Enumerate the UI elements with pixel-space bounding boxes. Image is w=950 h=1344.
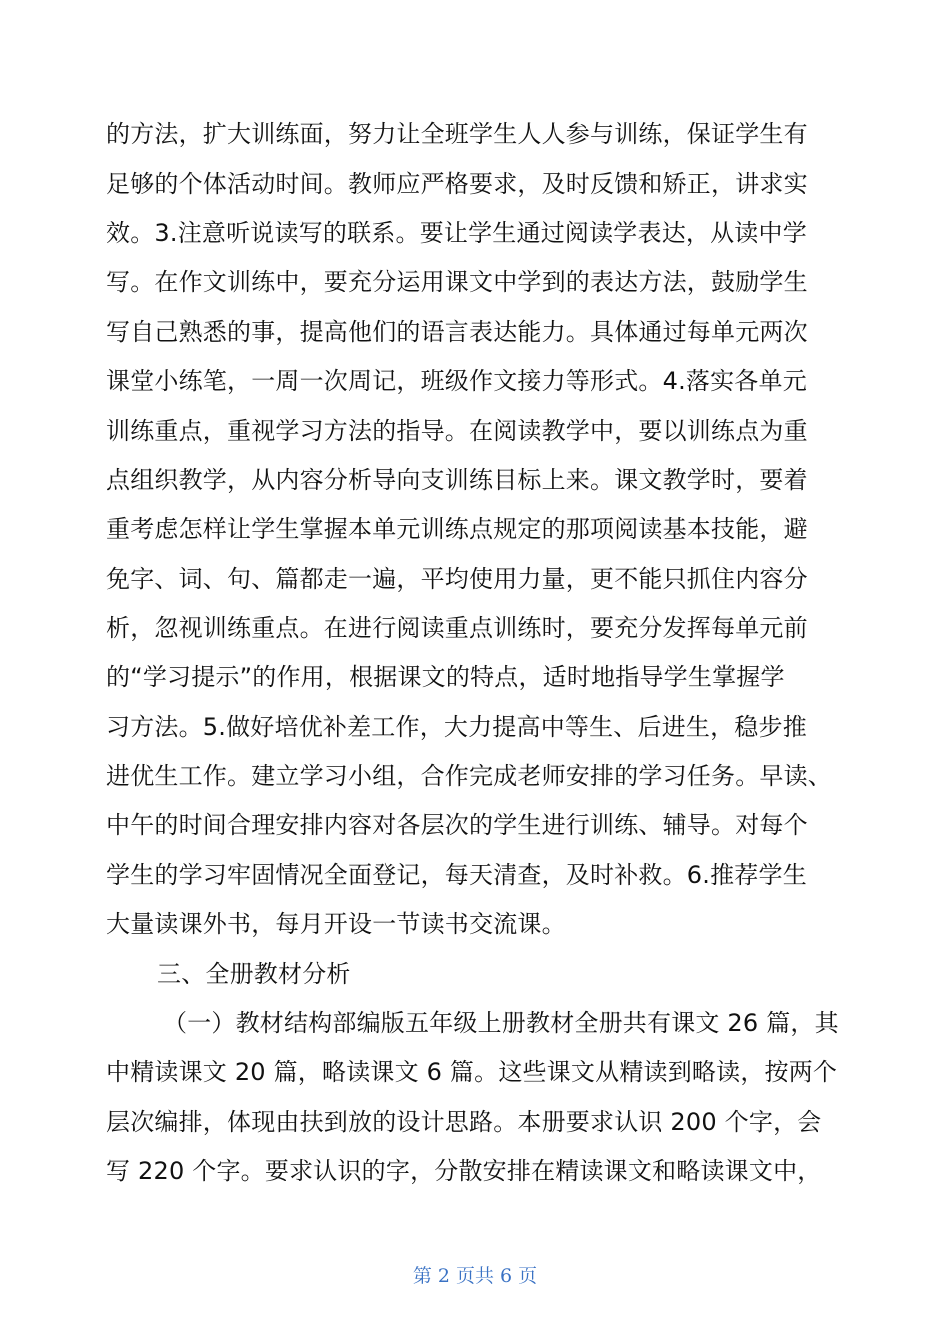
body-line: 足够的个体活动时间。教师应严格要求，及时反馈和矫正，讲求实: [106, 170, 808, 198]
section-line: （一）教材结构部编版五年级上册教材全册共有课文 26 篇，其: [163, 1009, 839, 1037]
page-number: 第 2 页共 6 页: [412, 1265, 538, 1287]
body-line: 训练重点，重视学习方法的指导。在阅读教学中，要以训练点为重: [106, 417, 808, 445]
body-line: 免字、词、句、篇都走一遍，平均使用力量，更不能只抓住内容分: [106, 565, 808, 593]
body-line: 重考虑怎样让学生掌握本单元训练点规定的那项阅读基本技能，避: [106, 515, 808, 543]
body-line: 点组织教学，从内容分析导向支训练目标上来。课文教学时，要着: [106, 466, 808, 494]
section-line: 中精读课文 20 篇，略读课文 6 篇。这些课文从精读到略读，按两个: [106, 1058, 838, 1086]
body-line: 写。在作文训练中，要充分运用课文中学到的表达方法，鼓励学生: [106, 268, 808, 296]
body-line: 学生的学习牢固情况全面登记，每天清查，及时补救。6.推荐学生: [106, 861, 807, 889]
body-line: 大量读课外书，每月开设一节读书交流课。: [106, 910, 566, 938]
body-line: 的“学习提示”的作用，根据课文的特点，适时地指导学生掌握学: [106, 663, 785, 691]
body-line: 课堂小练笔，一周一次周记，班级作文接力等形式。4.落实各单元: [106, 367, 807, 395]
body-line: 析，忽视训练重点。在进行阅读重点训练时，要充分发挥每单元前: [106, 614, 808, 642]
body-line: 中午的时间合理安排内容对各层次的学生进行训练、辅导。对每个: [106, 811, 808, 839]
body-line: 习方法。5.做好培优补差工作，大力提高中等生、后进生，稳步推: [106, 713, 807, 741]
section-heading: 三、全册教材分析: [157, 960, 351, 988]
body-line: 效。3.注意听说读写的联系。要让学生通过阅读学表达，从读中学: [106, 219, 807, 247]
body-line: 写自己熟悉的事，提高他们的语言表达能力。具体通过每单元两次: [106, 318, 808, 346]
section-line: 层次编排，体现由扶到放的设计思路。本册要求认识 200 个字，会: [106, 1108, 822, 1136]
section-line: 写 220 个字。要求认识的字，分散安排在精读课文和略读课文中，: [106, 1157, 822, 1185]
body-line: 进优生工作。建立学习小组，合作完成老师安排的学习任务。早读、: [106, 762, 832, 790]
body-line: 的方法，扩大训练面，努力让全班学生人人参与训练，保证学生有: [106, 120, 808, 148]
